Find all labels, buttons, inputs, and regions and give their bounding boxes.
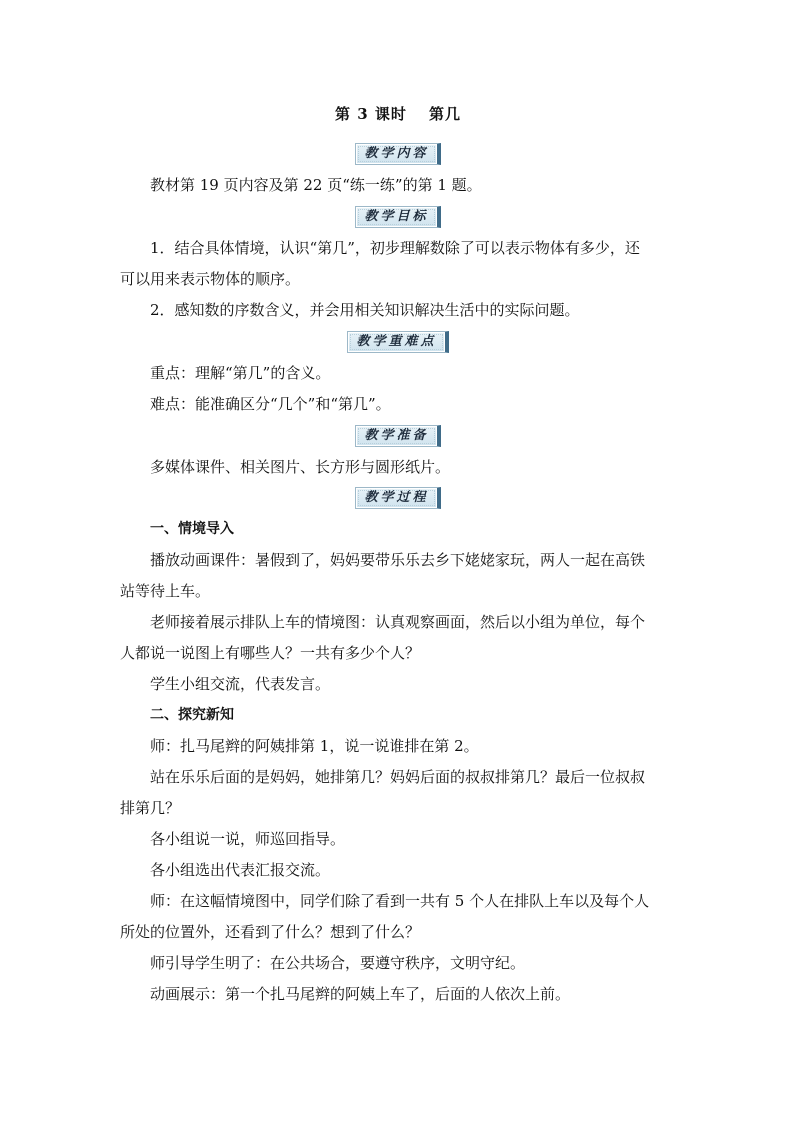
- para-9: 师引导学生明了：在公共场合，要遵守秩序，文明守纪。: [150, 954, 526, 972]
- para-4: 师：扎马尾辫的阿姨排第 1，说一说谁排在第 2。: [150, 737, 479, 755]
- heading-explore-new: 二、探究新知: [150, 707, 234, 723]
- goal-1-line-2: 可以用来表示物体的顺序。: [120, 270, 301, 288]
- para-1-line-2: 站等待上车。: [120, 582, 211, 600]
- section-badge-preparation: [120, 424, 676, 446]
- para-5-line-1: 站在乐乐后面的是妈妈，她排第几？妈妈后面的叔叔排第几？最后一位叔叔: [150, 768, 646, 786]
- para-1-line-1: 播放动画课件：暑假到了，妈妈要带乐乐去乡下姥姥家玩，两人一起在高铁: [150, 551, 646, 569]
- lesson-title: [120, 103, 676, 124]
- para-10: 动画展示：第一个扎马尾辫的阿姨上车了，后面的人依次上前。: [150, 985, 571, 1003]
- para-8-line-1: 师：在这幅情境图中，同学们除了看到一共有 5 个人在排队上车以及每个人: [150, 892, 650, 910]
- section-badge-goals: [120, 205, 676, 227]
- lesson-topic: 第几: [428, 105, 461, 123]
- key-point: 重点：理解“第几”的含义。: [150, 364, 331, 382]
- section-badge-content: [120, 142, 676, 164]
- goal-1-line-1: 1．结合具体情境，认识“第几”，初步理解数除了可以表示物体有多少，还: [150, 239, 640, 257]
- para-6: 各小组说一说，师巡回指导。: [150, 830, 346, 848]
- para-2-line-1: 老师接着展示排队上车的情境图：认真观察画面，然后以小组为单位，每个: [150, 613, 646, 631]
- badge-teaching-process: 教学过程: [355, 487, 440, 509]
- preparation-text: 多媒体课件、相关图片、长方形与圆形纸片。: [150, 458, 451, 476]
- goal-2: 2．感知数的序数含义，并会用相关知识解决生活中的实际问题。: [150, 301, 580, 319]
- document-page: [120, 0, 676, 1123]
- badge-teaching-preparation: 教学准备: [355, 425, 440, 447]
- badge-teaching-goals: 教学目标: [355, 206, 440, 228]
- lesson-number: 第 3 课时: [335, 105, 407, 123]
- para-5-line-2: 排第几？: [120, 799, 181, 817]
- badge-teaching-content: 教学内容: [355, 143, 440, 165]
- para-2-line-2: 人都说一说图上有哪些人？一共有多少个人？: [120, 644, 421, 662]
- section-badge-key-points: [120, 330, 676, 352]
- para-8-line-2: 所处的位置外，还看到了什么？想到了什么？: [120, 923, 421, 941]
- content-text: 教材第 19 页内容及第 22 页“练一练”的第 1 题。: [150, 176, 482, 194]
- para-7: 各小组选出代表汇报交流。: [150, 861, 331, 879]
- section-badge-process: [120, 486, 676, 508]
- difficult-point: 难点：能准确区分“几个”和“第几”。: [150, 395, 391, 413]
- badge-key-difficult-points: 教学重难点: [347, 331, 448, 353]
- para-3: 学生小组交流，代表发言。: [150, 675, 331, 693]
- heading-scenario-intro: 一、情境导入: [150, 521, 234, 537]
